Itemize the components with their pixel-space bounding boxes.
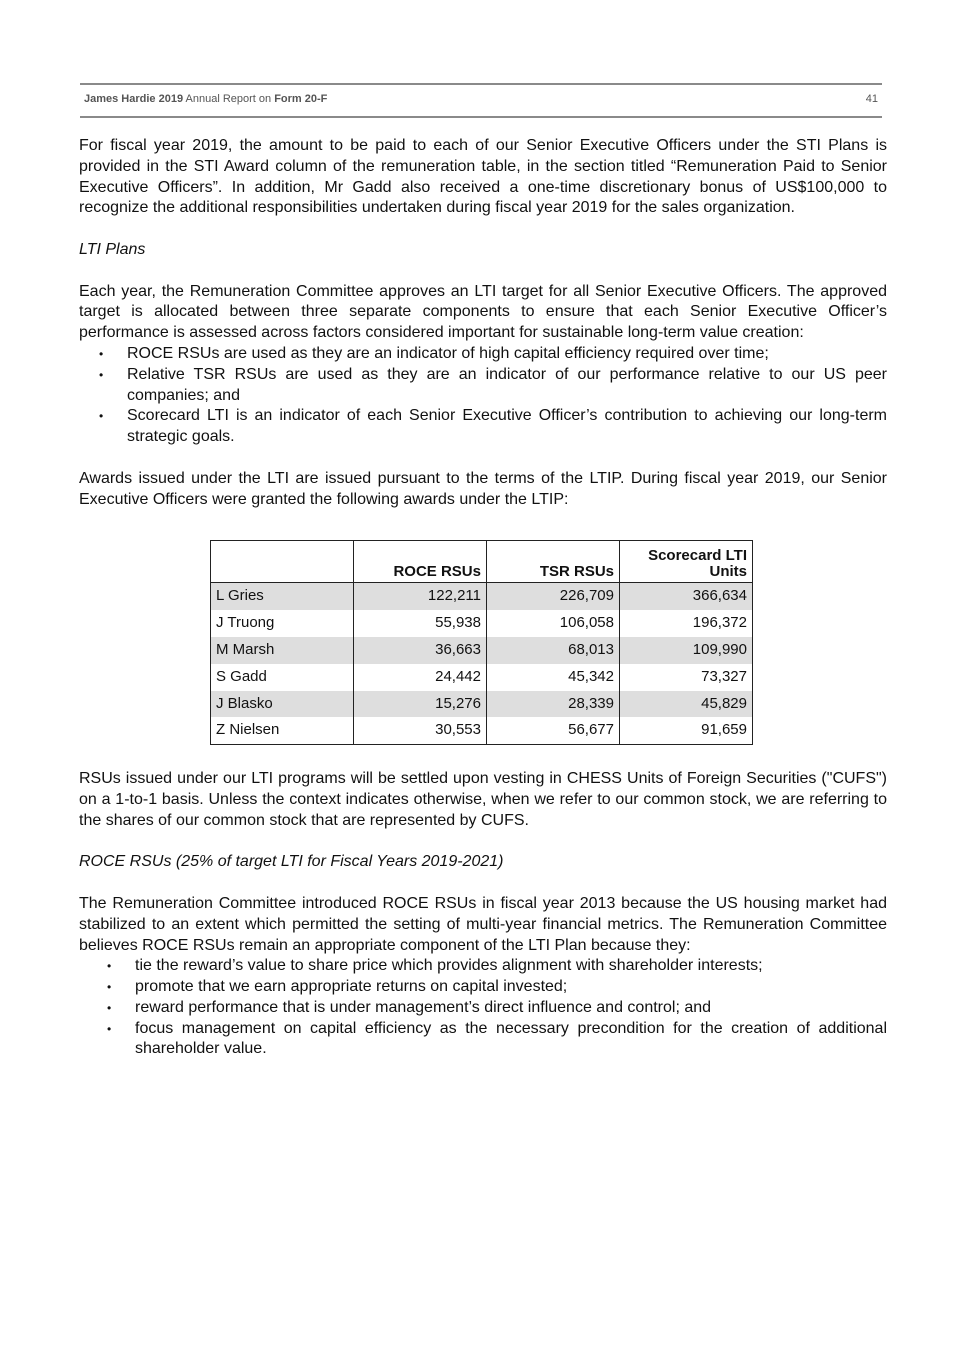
lti-intro-paragraph: Each year, the Remuneration Committee approves an LTI target for all Senior Executive Officers. The approved target is allocated between three separate components to ensure that each Senior Executive Officer’s performance is assessed across factors considered important for sustainable long-term value creation: [79, 282, 887, 342]
table-row [211, 637, 753, 664]
list-item: • focus management on capital efficiency as the necessary precondition for the creation of additional shareholder value. [79, 1019, 887, 1061]
table-row [211, 691, 753, 718]
table-row [211, 610, 753, 637]
header-top-rule [80, 83, 882, 85]
tsr-value: 226,709 [487, 583, 620, 610]
roce-intro-paragraph: The Remuneration Committee introduced ROCE RSUs in fiscal year 2013 because the US housing market had stabilized to an extent which permitted the setting of multi-year financial metrics. The Remuneration Committee believes ROCE RSUs remain an appropriate component of the LTI Plan because they: [79, 894, 887, 954]
table-row [211, 583, 753, 610]
officer-name: L Gries [211, 583, 354, 610]
awards-paragraph: Awards issued under the LTI are issued pursuant to the terms of the LTIP. During fiscal year 2019, our Senior Executive Officers were granted the following awards under the LTIP: [79, 469, 887, 508]
officer-name: J Blasko [211, 691, 354, 718]
list-item: • ROCE RSUs are used as they are an indicator of high capital efficiency required over time; [79, 344, 887, 365]
officer-name: S Gadd [211, 664, 354, 691]
scorecard-value: 91,659 [620, 717, 753, 744]
list-item: • Scorecard LTI is an indicator of each Senior Executive Officer’s contribution to achieving our long-term strategic goals. [79, 406, 887, 448]
column-header-roce: ROCE RSUs [354, 541, 487, 583]
scorecard-value: 45,829 [620, 691, 753, 718]
scorecard-value: 109,990 [620, 637, 753, 664]
tsr-value: 106,058 [487, 610, 620, 637]
header-middle: Annual Report on [183, 93, 275, 105]
roce-value: 55,938 [354, 610, 487, 637]
roce-reasons-list [79, 956, 887, 1060]
roce-value: 122,211 [354, 583, 487, 610]
ltip-awards-table [210, 540, 753, 745]
list-item: • reward performance that is under management’s direct influence and control; and [79, 998, 887, 1019]
page-header [84, 93, 878, 105]
lti-components-list [79, 344, 887, 448]
scorecard-value: 73,327 [620, 664, 753, 691]
officer-name: Z Nielsen [211, 717, 354, 744]
scorecard-value: 366,634 [620, 583, 753, 610]
list-item: • tie the reward’s value to share price which provides alignment with shareholder interests; [79, 956, 887, 977]
officer-name: M Marsh [211, 637, 354, 664]
tsr-value: 68,013 [487, 637, 620, 664]
sti-paragraph: For fiscal year 2019, the amount to be paid to each of our Senior Executive Officers under the STI Plans is provided in the STI Award column of the remuneration table, in the section titled “Remuneration Paid to Senior Executive Officers”. In addition, Mr Gadd also received a one-time discretionary bonus of US$100,000 to recognize the additional responsibilities undertaken during fiscal year 2019 for the sales organization. [79, 137, 887, 217]
table-header-row [211, 541, 753, 583]
roce-value: 36,663 [354, 637, 487, 664]
lti-plans-heading: LTI Plans [79, 240, 146, 258]
column-header-scorecard: Scorecard LTI Units [620, 541, 753, 583]
roce-value: 24,442 [354, 664, 487, 691]
tsr-value: 56,677 [487, 717, 620, 744]
column-header-tsr: TSR RSUs [487, 541, 620, 583]
list-item: • Relative TSR RSUs are used as they are an indicator of our performance relative to our US peer companies; and [79, 365, 887, 407]
column-header-name [211, 541, 354, 583]
tsr-value: 28,339 [487, 691, 620, 718]
header-bottom-rule [80, 116, 882, 118]
list-item: • promote that we earn appropriate returns on capital invested; [79, 977, 887, 998]
header-form: Form 20-F [274, 93, 328, 105]
officer-name: J Truong [211, 610, 354, 637]
roce-value: 15,276 [354, 691, 487, 718]
tsr-value: 45,342 [487, 664, 620, 691]
roce-rsus-heading: ROCE RSUs (25% of target LTI for Fiscal Years 2019-2021) [79, 853, 504, 871]
roce-value: 30,553 [354, 717, 487, 744]
page-number: 41 [865, 93, 878, 105]
table-row [211, 664, 753, 691]
header-company: James Hardie 2019 [84, 93, 184, 105]
page-body [79, 136, 887, 1081]
rsus-settlement-paragraph: RSUs issued under our LTI programs will be settled upon vesting in CHESS Units of Foreign Securities ("CUFS") on a 1-to-1 basis. Unless the context indicates otherwise, when we refer to our common stock, we are referring to the shares of our common stock that are represented by CUFS. [79, 770, 887, 829]
table-row [211, 717, 753, 744]
scorecard-value: 196,372 [620, 610, 753, 637]
header-title [84, 93, 327, 105]
